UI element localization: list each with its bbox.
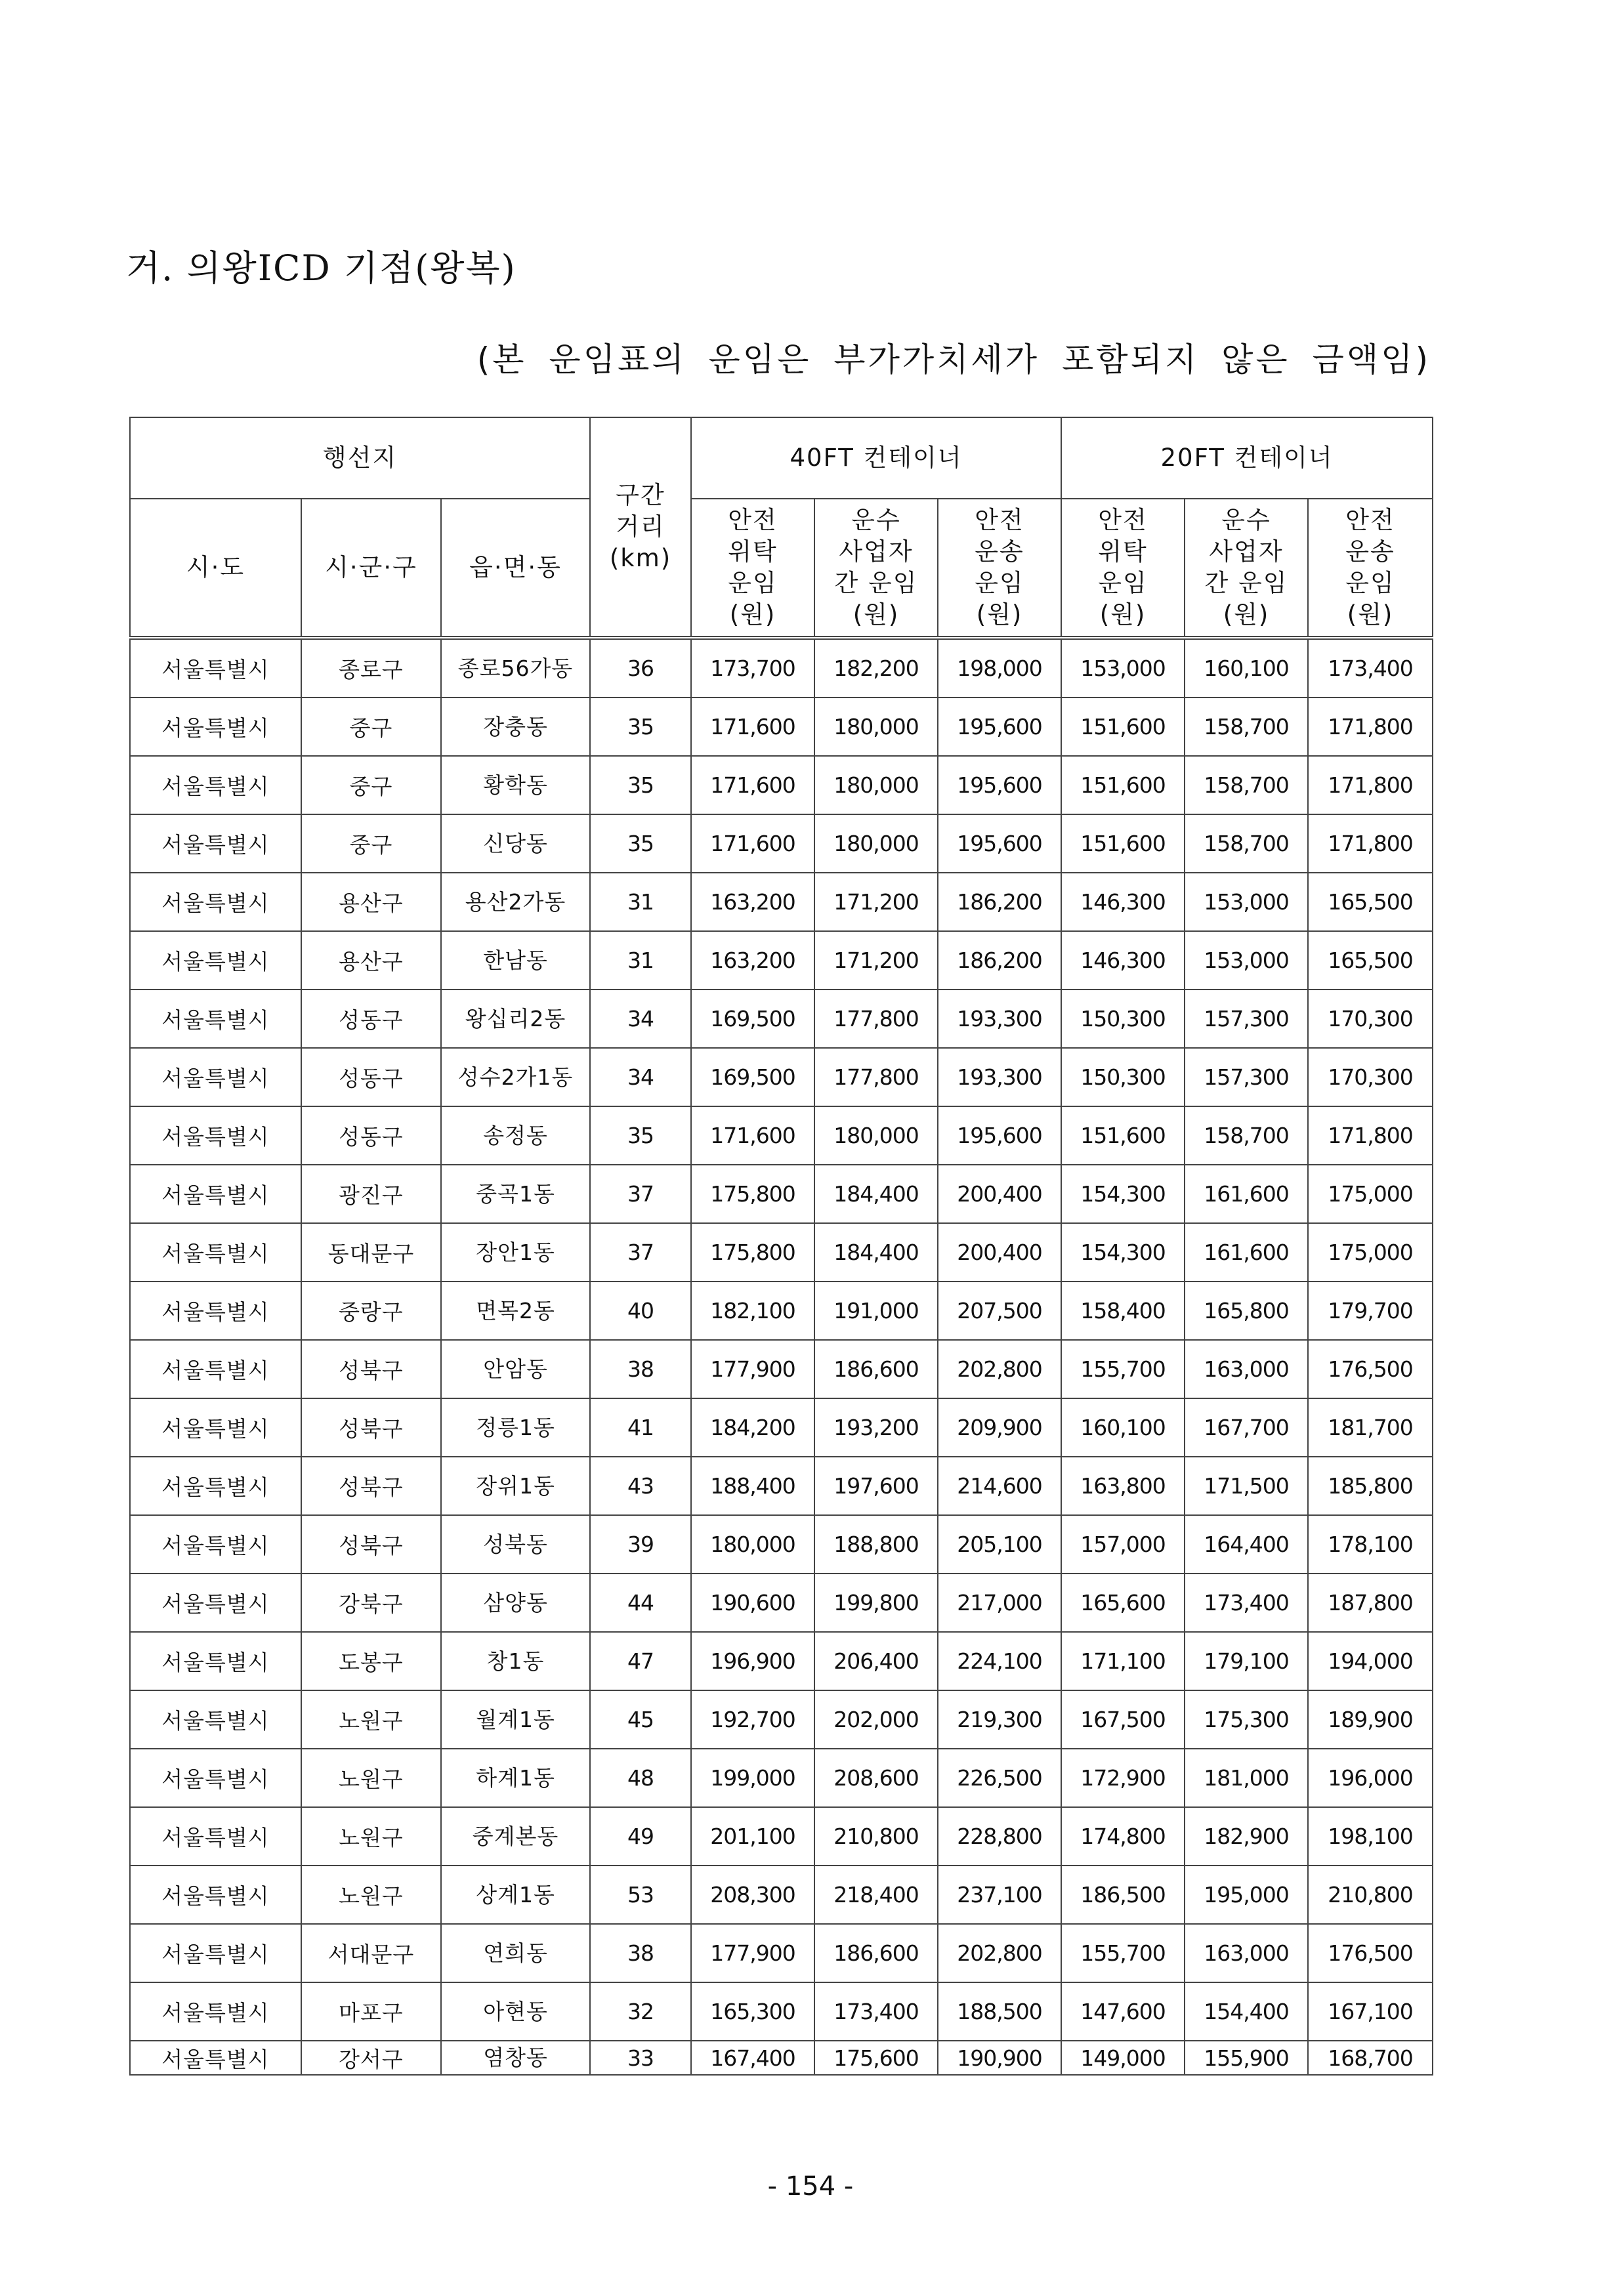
- cell-sigungu: 노원구: [301, 1866, 441, 1924]
- cell-20ft-carrier: 160,100: [1185, 638, 1308, 698]
- cell-20ft-carrier: 155,900: [1185, 2041, 1308, 2075]
- cell-40ft-safe-consign: 175,800: [691, 1165, 814, 1223]
- cell-20ft-safe-consign: 146,300: [1061, 931, 1185, 990]
- cell-20ft-safe-transport: 176,500: [1308, 1924, 1433, 1982]
- cell-20ft-safe-transport: 181,700: [1308, 1398, 1433, 1457]
- cell-distance: 34: [590, 990, 691, 1048]
- cell-eupmyeondong: 염창동: [441, 2041, 590, 2075]
- cell-40ft-carrier: 199,800: [814, 1574, 938, 1632]
- cell-20ft-safe-transport: 179,700: [1308, 1282, 1433, 1340]
- cell-20ft-carrier: 158,700: [1185, 1106, 1308, 1165]
- cell-sido: 서울특별시: [130, 1282, 301, 1340]
- cell-20ft-carrier: 161,600: [1185, 1165, 1308, 1223]
- cell-distance: 45: [590, 1690, 691, 1749]
- table-row: [130, 1982, 1433, 2041]
- cell-40ft-carrier: 206,400: [814, 1632, 938, 1690]
- header-20ft-safe-transport-rate: 안전 운송 운임 (원): [1308, 499, 1433, 638]
- table-header: [130, 417, 1433, 638]
- cell-eupmyeondong: 삼양동: [441, 1574, 590, 1632]
- cell-eupmyeondong: 월계1동: [441, 1690, 590, 1749]
- cell-distance: 35: [590, 698, 691, 756]
- cell-20ft-safe-consign: 149,000: [1061, 2041, 1185, 2075]
- cell-sigungu: 노원구: [301, 1749, 441, 1807]
- cell-sigungu: 도봉구: [301, 1632, 441, 1690]
- cell-sido: 서울특별시: [130, 1457, 301, 1515]
- cell-sido: 서울특별시: [130, 1223, 301, 1282]
- cell-40ft-safe-transport: 226,500: [938, 1749, 1061, 1807]
- cell-20ft-safe-transport: 187,800: [1308, 1574, 1433, 1632]
- cell-40ft-safe-transport: 202,800: [938, 1340, 1061, 1398]
- cell-20ft-carrier: 173,400: [1185, 1574, 1308, 1632]
- cell-20ft-safe-transport: 210,800: [1308, 1866, 1433, 1924]
- cell-eupmyeondong: 장충동: [441, 698, 590, 756]
- cell-distance: 35: [590, 814, 691, 873]
- cell-sido: 서울특별시: [130, 1690, 301, 1749]
- cell-distance: 33: [590, 2041, 691, 2075]
- cell-eupmyeondong: 왕십리2동: [441, 990, 590, 1048]
- cell-40ft-carrier: 180,000: [814, 1106, 938, 1165]
- cell-sigungu: 중랑구: [301, 1282, 441, 1340]
- cell-40ft-carrier: 175,600: [814, 2041, 938, 2075]
- cell-40ft-safe-consign: 208,300: [691, 1866, 814, 1924]
- cell-40ft-safe-transport: 202,800: [938, 1924, 1061, 1982]
- freight-rate-table: [129, 417, 1433, 2076]
- cell-sido: 서울특별시: [130, 1048, 301, 1106]
- cell-20ft-safe-consign: 151,600: [1061, 756, 1185, 814]
- cell-sigungu: 종로구: [301, 638, 441, 698]
- cell-40ft-carrier: 191,000: [814, 1282, 938, 1340]
- header-sido: 시·도: [130, 499, 301, 638]
- cell-20ft-safe-consign: 150,300: [1061, 1048, 1185, 1106]
- cell-40ft-safe-transport: 193,300: [938, 990, 1061, 1048]
- header-40ft-carrier-rate: 운수 사업자 간 운임 (원): [814, 499, 938, 638]
- cell-eupmyeondong: 성수2가1동: [441, 1048, 590, 1106]
- cell-20ft-carrier: 167,700: [1185, 1398, 1308, 1457]
- cell-20ft-safe-transport: 168,700: [1308, 2041, 1433, 2075]
- cell-40ft-safe-transport: 200,400: [938, 1223, 1061, 1282]
- cell-20ft-carrier: 165,800: [1185, 1282, 1308, 1340]
- cell-eupmyeondong: 성북동: [441, 1515, 590, 1574]
- cell-40ft-safe-transport: 207,500: [938, 1282, 1061, 1340]
- cell-20ft-carrier: 195,000: [1185, 1866, 1308, 1924]
- cell-eupmyeondong: 안암동: [441, 1340, 590, 1398]
- cell-40ft-safe-consign: 188,400: [691, 1457, 814, 1515]
- cell-distance: 44: [590, 1574, 691, 1632]
- cell-40ft-safe-consign: 190,600: [691, 1574, 814, 1632]
- cell-40ft-safe-consign: 177,900: [691, 1924, 814, 1982]
- cell-40ft-safe-consign: 175,800: [691, 1223, 814, 1282]
- cell-sigungu: 성동구: [301, 1106, 441, 1165]
- cell-sido: 서울특별시: [130, 990, 301, 1048]
- cell-20ft-safe-transport: 185,800: [1308, 1457, 1433, 1515]
- cell-sido: 서울특별시: [130, 2041, 301, 2075]
- cell-40ft-carrier: 177,800: [814, 1048, 938, 1106]
- cell-20ft-safe-transport: 171,800: [1308, 1106, 1433, 1165]
- table-row: [130, 1515, 1433, 1574]
- cell-sido: 서울특별시: [130, 1574, 301, 1632]
- cell-40ft-safe-transport: 214,600: [938, 1457, 1061, 1515]
- cell-20ft-safe-consign: 147,600: [1061, 1982, 1185, 2041]
- cell-20ft-safe-consign: 160,100: [1061, 1398, 1185, 1457]
- vat-note: (본 운임표의 운임은 부가가치세가 포함되지 않은 금액임): [476, 341, 1431, 379]
- cell-distance: 35: [590, 756, 691, 814]
- cell-sigungu: 성동구: [301, 1048, 441, 1106]
- page-number: - 154 -: [767, 2171, 854, 2202]
- cell-eupmyeondong: 송정동: [441, 1106, 590, 1165]
- table-row: [130, 1866, 1433, 1924]
- cell-40ft-safe-transport: 217,000: [938, 1574, 1061, 1632]
- cell-20ft-safe-consign: 171,100: [1061, 1632, 1185, 1690]
- cell-20ft-safe-consign: 155,700: [1061, 1924, 1185, 1982]
- table-row: [130, 1340, 1433, 1398]
- cell-sigungu: 성북구: [301, 1340, 441, 1398]
- cell-40ft-carrier: 173,400: [814, 1982, 938, 2041]
- section-title: 거. 의왕ICD 기점(왕복): [126, 247, 516, 289]
- table-row: [130, 1165, 1433, 1223]
- cell-distance: 48: [590, 1749, 691, 1807]
- cell-20ft-safe-consign: 167,500: [1061, 1690, 1185, 1749]
- cell-20ft-safe-transport: 198,100: [1308, 1807, 1433, 1866]
- table-row: [130, 1924, 1433, 1982]
- cell-sigungu: 마포구: [301, 1982, 441, 2041]
- cell-40ft-safe-consign: 199,000: [691, 1749, 814, 1807]
- cell-sido: 서울특별시: [130, 1106, 301, 1165]
- cell-sido: 서울특별시: [130, 814, 301, 873]
- cell-sido: 서울특별시: [130, 698, 301, 756]
- cell-sigungu: 성북구: [301, 1457, 441, 1515]
- cell-40ft-carrier: 180,000: [814, 756, 938, 814]
- cell-sigungu: 동대문구: [301, 1223, 441, 1282]
- cell-sigungu: 광진구: [301, 1165, 441, 1223]
- header-20ft-safe-consign-rate: 안전 위탁 운임 (원): [1061, 499, 1185, 638]
- cell-40ft-safe-transport: 195,600: [938, 1106, 1061, 1165]
- cell-20ft-carrier: 154,400: [1185, 1982, 1308, 2041]
- cell-20ft-safe-consign: 155,700: [1061, 1340, 1185, 1398]
- cell-40ft-safe-transport: 193,300: [938, 1048, 1061, 1106]
- cell-20ft-safe-transport: 165,500: [1308, 931, 1433, 990]
- table-row: [130, 1223, 1433, 1282]
- cell-40ft-carrier: 177,800: [814, 990, 938, 1048]
- cell-20ft-safe-consign: 157,000: [1061, 1515, 1185, 1574]
- cell-20ft-safe-transport: 196,000: [1308, 1749, 1433, 1807]
- cell-40ft-safe-transport: 209,900: [938, 1398, 1061, 1457]
- cell-40ft-safe-consign: 180,000: [691, 1515, 814, 1574]
- cell-sigungu: 강북구: [301, 1574, 441, 1632]
- cell-40ft-safe-consign: 163,200: [691, 873, 814, 931]
- cell-20ft-carrier: 161,600: [1185, 1223, 1308, 1282]
- table-row: [130, 638, 1433, 698]
- cell-20ft-safe-transport: 171,800: [1308, 756, 1433, 814]
- cell-distance: 47: [590, 1632, 691, 1690]
- cell-40ft-safe-transport: 224,100: [938, 1632, 1061, 1690]
- cell-20ft-carrier: 175,300: [1185, 1690, 1308, 1749]
- cell-sigungu: 용산구: [301, 931, 441, 990]
- cell-20ft-safe-transport: 170,300: [1308, 990, 1433, 1048]
- cell-20ft-safe-consign: 154,300: [1061, 1165, 1185, 1223]
- cell-eupmyeondong: 용산2가동: [441, 873, 590, 931]
- cell-40ft-safe-transport: 205,100: [938, 1515, 1061, 1574]
- cell-40ft-carrier: 171,200: [814, 931, 938, 990]
- cell-40ft-safe-consign: 167,400: [691, 2041, 814, 2075]
- cell-40ft-carrier: 184,400: [814, 1223, 938, 1282]
- cell-40ft-safe-transport: 228,800: [938, 1807, 1061, 1866]
- table-row: [130, 756, 1433, 814]
- header-destination: 행선지: [130, 417, 590, 499]
- cell-20ft-safe-consign: 158,400: [1061, 1282, 1185, 1340]
- cell-20ft-safe-transport: 171,800: [1308, 698, 1433, 756]
- cell-sigungu: 중구: [301, 814, 441, 873]
- header-20ft-container: 20FT 컨테이너: [1061, 417, 1433, 499]
- cell-40ft-safe-consign: 201,100: [691, 1807, 814, 1866]
- cell-40ft-safe-transport: 198,000: [938, 638, 1061, 698]
- cell-sigungu: 중구: [301, 698, 441, 756]
- cell-40ft-safe-consign: 169,500: [691, 1048, 814, 1106]
- cell-20ft-safe-transport: 178,100: [1308, 1515, 1433, 1574]
- cell-20ft-safe-consign: 186,500: [1061, 1866, 1185, 1924]
- header-eupmyeondong: 읍·면·동: [441, 499, 590, 638]
- cell-20ft-carrier: 164,400: [1185, 1515, 1308, 1574]
- cell-sido: 서울특별시: [130, 931, 301, 990]
- cell-20ft-safe-consign: 163,800: [1061, 1457, 1185, 1515]
- cell-20ft-safe-consign: 151,600: [1061, 1106, 1185, 1165]
- cell-sigungu: 성북구: [301, 1515, 441, 1574]
- cell-eupmyeondong: 창1동: [441, 1632, 590, 1690]
- cell-20ft-safe-consign: 153,000: [1061, 638, 1185, 698]
- cell-40ft-carrier: 186,600: [814, 1340, 938, 1398]
- cell-20ft-carrier: 163,000: [1185, 1924, 1308, 1982]
- cell-sido: 서울특별시: [130, 1982, 301, 2041]
- cell-40ft-carrier: 180,000: [814, 814, 938, 873]
- cell-40ft-safe-consign: 169,500: [691, 990, 814, 1048]
- header-20ft-carrier-rate: 운수 사업자 간 운임 (원): [1185, 499, 1308, 638]
- cell-sido: 서울특별시: [130, 638, 301, 698]
- cell-eupmyeondong: 상계1동: [441, 1866, 590, 1924]
- cell-sido: 서울특별시: [130, 1165, 301, 1223]
- cell-20ft-carrier: 182,900: [1185, 1807, 1308, 1866]
- cell-sigungu: 용산구: [301, 873, 441, 931]
- cell-eupmyeondong: 아현동: [441, 1982, 590, 2041]
- cell-40ft-safe-transport: 188,500: [938, 1982, 1061, 2041]
- table-row: [130, 1106, 1433, 1165]
- cell-eupmyeondong: 정릉1동: [441, 1398, 590, 1457]
- cell-distance: 53: [590, 1866, 691, 1924]
- table-row: [130, 873, 1433, 931]
- cell-20ft-safe-transport: 176,500: [1308, 1340, 1433, 1398]
- cell-distance: 38: [590, 1924, 691, 1982]
- cell-40ft-safe-consign: 182,100: [691, 1282, 814, 1340]
- header-sigungu: 시·군·구: [301, 499, 441, 638]
- cell-20ft-carrier: 158,700: [1185, 756, 1308, 814]
- cell-40ft-safe-transport: 237,100: [938, 1866, 1061, 1924]
- cell-20ft-carrier: 158,700: [1185, 698, 1308, 756]
- cell-40ft-carrier: 210,800: [814, 1807, 938, 1866]
- cell-eupmyeondong: 신당동: [441, 814, 590, 873]
- cell-20ft-safe-consign: 174,800: [1061, 1807, 1185, 1866]
- cell-eupmyeondong: 한남동: [441, 931, 590, 990]
- table-row: [130, 1690, 1433, 1749]
- cell-20ft-safe-consign: 146,300: [1061, 873, 1185, 931]
- header-40ft-container: 40FT 컨테이너: [691, 417, 1061, 499]
- cell-distance: 37: [590, 1223, 691, 1282]
- cell-sido: 서울특별시: [130, 1632, 301, 1690]
- cell-20ft-carrier: 157,300: [1185, 990, 1308, 1048]
- cell-40ft-safe-transport: 195,600: [938, 756, 1061, 814]
- cell-eupmyeondong: 면목2동: [441, 1282, 590, 1340]
- cell-sido: 서울특별시: [130, 1807, 301, 1866]
- cell-40ft-safe-transport: 195,600: [938, 698, 1061, 756]
- cell-eupmyeondong: 연희동: [441, 1924, 590, 1982]
- cell-sigungu: 노원구: [301, 1807, 441, 1866]
- cell-40ft-safe-consign: 192,700: [691, 1690, 814, 1749]
- cell-40ft-carrier: 197,600: [814, 1457, 938, 1515]
- cell-40ft-safe-transport: 186,200: [938, 873, 1061, 931]
- cell-distance: 40: [590, 1282, 691, 1340]
- cell-40ft-safe-consign: 171,600: [691, 756, 814, 814]
- table-row: [130, 931, 1433, 990]
- table-row: [130, 1048, 1433, 1106]
- cell-20ft-safe-consign: 150,300: [1061, 990, 1185, 1048]
- cell-sigungu: 성동구: [301, 990, 441, 1048]
- cell-40ft-safe-consign: 173,700: [691, 638, 814, 698]
- table-row: [130, 1282, 1433, 1340]
- header-distance: 구간 거리 (km): [590, 417, 691, 638]
- cell-sigungu: 서대문구: [301, 1924, 441, 1982]
- cell-distance: 31: [590, 873, 691, 931]
- cell-distance: 41: [590, 1398, 691, 1457]
- cell-40ft-safe-transport: 186,200: [938, 931, 1061, 990]
- cell-20ft-carrier: 181,000: [1185, 1749, 1308, 1807]
- cell-40ft-safe-transport: 219,300: [938, 1690, 1061, 1749]
- cell-40ft-safe-consign: 196,900: [691, 1632, 814, 1690]
- cell-sigungu: 강서구: [301, 2041, 441, 2075]
- table-row: [130, 2041, 1433, 2075]
- table-row: [130, 1398, 1433, 1457]
- cell-40ft-carrier: 202,000: [814, 1690, 938, 1749]
- cell-40ft-carrier: 188,800: [814, 1515, 938, 1574]
- cell-20ft-safe-transport: 189,900: [1308, 1690, 1433, 1749]
- cell-sido: 서울특별시: [130, 1866, 301, 1924]
- cell-distance: 36: [590, 638, 691, 698]
- cell-20ft-carrier: 153,000: [1185, 931, 1308, 990]
- cell-distance: 34: [590, 1048, 691, 1106]
- cell-distance: 32: [590, 1982, 691, 2041]
- cell-20ft-safe-transport: 194,000: [1308, 1632, 1433, 1690]
- cell-sido: 서울특별시: [130, 1749, 301, 1807]
- cell-40ft-safe-consign: 177,900: [691, 1340, 814, 1398]
- cell-40ft-carrier: 186,600: [814, 1924, 938, 1982]
- table-row: [130, 1574, 1433, 1632]
- cell-40ft-carrier: 171,200: [814, 873, 938, 931]
- table-body: [130, 638, 1433, 2075]
- cell-20ft-safe-transport: 175,000: [1308, 1165, 1433, 1223]
- table-row: [130, 698, 1433, 756]
- cell-40ft-safe-consign: 163,200: [691, 931, 814, 990]
- cell-40ft-carrier: 184,400: [814, 1165, 938, 1223]
- table-row: [130, 1749, 1433, 1807]
- header-40ft-safe-consign-rate: 안전 위탁 운임 (원): [691, 499, 814, 638]
- cell-eupmyeondong: 중곡1동: [441, 1165, 590, 1223]
- cell-40ft-safe-consign: 171,600: [691, 814, 814, 873]
- cell-20ft-carrier: 179,100: [1185, 1632, 1308, 1690]
- cell-40ft-safe-consign: 184,200: [691, 1398, 814, 1457]
- cell-20ft-safe-consign: 165,600: [1061, 1574, 1185, 1632]
- cell-eupmyeondong: 황학동: [441, 756, 590, 814]
- cell-20ft-safe-transport: 170,300: [1308, 1048, 1433, 1106]
- cell-40ft-carrier: 182,200: [814, 638, 938, 698]
- cell-sido: 서울특별시: [130, 873, 301, 931]
- cell-distance: 35: [590, 1106, 691, 1165]
- cell-distance: 39: [590, 1515, 691, 1574]
- cell-20ft-safe-consign: 154,300: [1061, 1223, 1185, 1282]
- cell-40ft-safe-transport: 200,400: [938, 1165, 1061, 1223]
- cell-40ft-safe-consign: 171,600: [691, 1106, 814, 1165]
- cell-sido: 서울특별시: [130, 756, 301, 814]
- cell-40ft-carrier: 193,200: [814, 1398, 938, 1457]
- cell-20ft-safe-consign: 151,600: [1061, 698, 1185, 756]
- cell-20ft-carrier: 163,000: [1185, 1340, 1308, 1398]
- cell-sigungu: 중구: [301, 756, 441, 814]
- cell-sido: 서울특별시: [130, 1924, 301, 1982]
- cell-eupmyeondong: 장위1동: [441, 1457, 590, 1515]
- cell-distance: 31: [590, 931, 691, 990]
- cell-sido: 서울특별시: [130, 1340, 301, 1398]
- cell-40ft-safe-transport: 195,600: [938, 814, 1061, 873]
- cell-40ft-safe-consign: 171,600: [691, 698, 814, 756]
- table-row: [130, 990, 1433, 1048]
- cell-distance: 38: [590, 1340, 691, 1398]
- cell-40ft-carrier: 218,400: [814, 1866, 938, 1924]
- cell-eupmyeondong: 종로56가동: [441, 638, 590, 698]
- cell-20ft-safe-transport: 175,000: [1308, 1223, 1433, 1282]
- cell-40ft-safe-consign: 165,300: [691, 1982, 814, 2041]
- cell-sido: 서울특별시: [130, 1515, 301, 1574]
- cell-20ft-safe-transport: 173,400: [1308, 638, 1433, 698]
- cell-20ft-carrier: 157,300: [1185, 1048, 1308, 1106]
- table-row: [130, 1457, 1433, 1515]
- cell-20ft-carrier: 158,700: [1185, 814, 1308, 873]
- cell-sigungu: 성북구: [301, 1398, 441, 1457]
- cell-20ft-carrier: 171,500: [1185, 1457, 1308, 1515]
- cell-40ft-carrier: 180,000: [814, 698, 938, 756]
- cell-40ft-carrier: 208,600: [814, 1749, 938, 1807]
- table-row: [130, 1807, 1433, 1866]
- cell-sido: 서울특별시: [130, 1398, 301, 1457]
- cell-20ft-safe-transport: 167,100: [1308, 1982, 1433, 2041]
- cell-eupmyeondong: 중계본동: [441, 1807, 590, 1866]
- header-40ft-safe-transport-rate: 안전 운송 운임 (원): [938, 499, 1061, 638]
- cell-20ft-safe-consign: 151,600: [1061, 814, 1185, 873]
- cell-distance: 43: [590, 1457, 691, 1515]
- cell-20ft-safe-transport: 171,800: [1308, 814, 1433, 873]
- cell-eupmyeondong: 하계1동: [441, 1749, 590, 1807]
- cell-20ft-carrier: 153,000: [1185, 873, 1308, 931]
- table-row: [130, 814, 1433, 873]
- cell-sigungu: 노원구: [301, 1690, 441, 1749]
- cell-distance: 49: [590, 1807, 691, 1866]
- cell-20ft-safe-transport: 165,500: [1308, 873, 1433, 931]
- cell-eupmyeondong: 장안1동: [441, 1223, 590, 1282]
- cell-distance: 37: [590, 1165, 691, 1223]
- cell-20ft-safe-consign: 172,900: [1061, 1749, 1185, 1807]
- cell-40ft-safe-transport: 190,900: [938, 2041, 1061, 2075]
- table-row: [130, 1632, 1433, 1690]
